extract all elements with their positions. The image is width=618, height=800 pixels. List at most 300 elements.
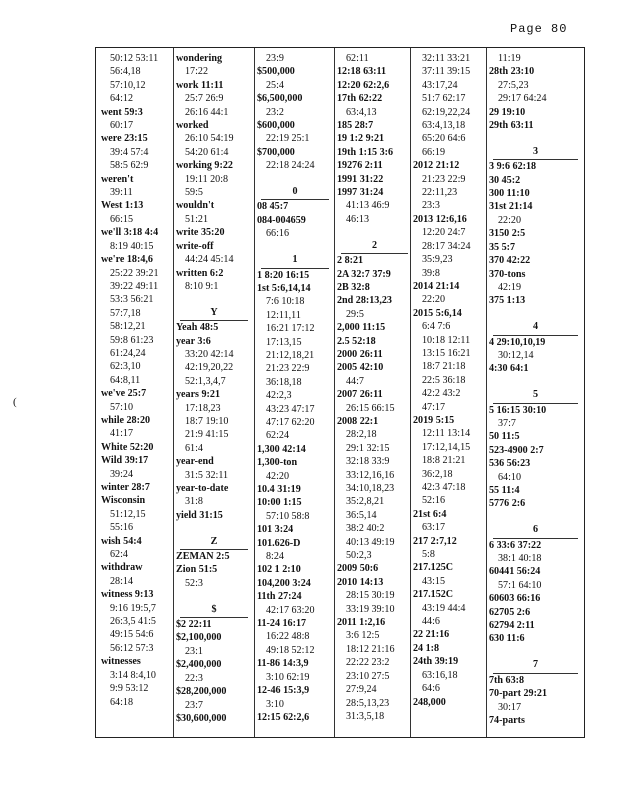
index-entry: year-to-date	[176, 483, 229, 494]
index-entry: 51:12,15	[110, 508, 146, 520]
index-entry: 41:13 46:9	[346, 200, 390, 212]
index-entry: 56:4,18	[110, 66, 141, 78]
index-entry: 42:17 63:20	[266, 604, 315, 616]
index-entry: worked	[176, 120, 209, 132]
index-entry: 26:10 54:19	[185, 133, 234, 145]
index-entry: 18:8 21:21	[422, 455, 466, 467]
index-entry: 12-46 15:3,9	[257, 685, 310, 697]
index-entry: 63:16,18	[422, 669, 458, 681]
index-entry: 7th 63:8	[489, 674, 525, 686]
index-entry: 62:4	[110, 549, 128, 561]
index-entry: Yeah 48:5	[176, 322, 219, 334]
index-entry: 11:19	[498, 53, 521, 64]
index-entry: 19 1:2 9:21	[337, 133, 385, 145]
index-entry: 42:19,20,22	[185, 362, 234, 374]
index-entry: 46:13	[346, 213, 369, 225]
index-entry: $30,600,000	[176, 712, 227, 724]
index-entry: 12:11 13:14	[422, 428, 471, 440]
index-entry: 28:17 34:24	[422, 240, 471, 252]
index-entry: 42:3 47:18	[422, 482, 466, 493]
index-entry: 29 19:10	[489, 106, 526, 118]
index-entry: year-end	[176, 456, 214, 468]
column-divider	[334, 48, 335, 737]
index-entry: 523-4900 2:7	[489, 444, 544, 456]
index-entry: 57:10,12	[110, 79, 146, 91]
index-entry: 26:3,5 41:5	[110, 616, 156, 628]
index-column-6	[489, 52, 582, 737]
index-entry: 51:21	[185, 213, 208, 225]
index-entry: 64:10	[498, 471, 521, 483]
index-entry: 28:14	[110, 575, 133, 587]
index-entry: 1991 31:22	[337, 173, 384, 185]
index-entry: 47:17	[422, 401, 445, 413]
index-entry: 35 5:7	[489, 241, 516, 253]
index-entry: 23:2	[266, 106, 284, 118]
index-entry: went 59:3	[101, 106, 143, 118]
index-entry: 370-tons	[489, 268, 526, 280]
index-entry: 12:20 24:7	[422, 227, 466, 239]
index-entry: yield 31:15	[176, 509, 223, 521]
index-entry: 22:20	[498, 214, 521, 226]
index-entry: 25:22 39:21	[110, 267, 159, 279]
index-entry: 2,000 11:15	[337, 322, 386, 334]
index-entry: write 35:20	[176, 227, 225, 239]
index-entry: $2 22:11	[176, 619, 212, 631]
index-entry: 22:20	[422, 294, 445, 306]
index-entry: 42:2 43:2	[422, 388, 461, 400]
index-entry: 30 45:2	[489, 174, 521, 186]
index-entry: 33:12,16,16	[346, 469, 395, 481]
index-entry: 4 29:10,10,19	[489, 336, 546, 348]
index-entry: 2A 32:7 37:9	[337, 268, 391, 280]
index-entry: 30:17	[498, 701, 521, 713]
index-entry: 217.152C	[413, 589, 454, 601]
index-entry: 101 3:24	[257, 524, 294, 536]
index-entry: 2 8:21	[337, 255, 364, 267]
index-entry: we've 25:7	[101, 388, 147, 400]
index-entry: 1,300-ton	[257, 457, 298, 469]
index-entry: 56:12 57:3	[110, 642, 154, 654]
index-entry: 1997 31:24	[337, 187, 384, 199]
index-column-1	[101, 52, 173, 737]
index-entry: 33:20 42:14	[185, 348, 234, 360]
index-entry: 64:8,11	[110, 374, 141, 386]
index-entry: 2014 21:14	[413, 280, 460, 292]
index-entry: 12:11,11	[266, 309, 301, 321]
index-entry: 21:9 41:15	[185, 429, 229, 441]
index-entry: 21:12,18,21	[266, 349, 315, 361]
index-entry: 21:23 22:9	[422, 173, 466, 185]
index-entry: we're 18:4,6	[101, 254, 153, 266]
index-section-letter: Y	[180, 307, 248, 321]
index-spacer	[176, 590, 252, 603]
index-entry: Wild 39:17	[101, 455, 149, 467]
index-entry: 57:10 58:8	[266, 510, 310, 522]
index-entry: 19:11 20:8	[185, 173, 229, 185]
index-entry: 66:15	[110, 213, 133, 225]
index-entry: 40:13 49:19	[346, 536, 395, 548]
index-entry: 64:12	[110, 93, 133, 105]
index-entry: 536 56:23	[489, 458, 531, 470]
index-entry: 6 33:6 37:22	[489, 539, 542, 551]
index-entry: 62:11	[346, 53, 369, 64]
index-entry: 70-part 29:21	[489, 688, 548, 700]
index-entry: 32:18 33:9	[346, 456, 390, 468]
index-entry: 16:21 17:12	[266, 323, 315, 335]
index-spacer	[489, 646, 582, 659]
index-entry: 10.4 31:19	[257, 484, 301, 495]
index-entry: 22 21:16	[413, 629, 450, 641]
index-entry: 5 16:15 30:10	[489, 404, 547, 416]
index-entry: 630 11:6	[489, 633, 525, 645]
index-entry: 19th 1:15 3:6	[337, 146, 394, 158]
index-column-2	[176, 52, 252, 737]
index-entry: 28:5,13,23	[346, 697, 390, 709]
index-entry: 52:16	[422, 495, 445, 507]
index-entry: year 3:6	[176, 335, 211, 347]
index-entry: 8:24	[266, 551, 284, 563]
index-entry: 44:6	[422, 616, 440, 628]
index-entry: 42:19	[498, 281, 521, 293]
index-entry: written 6:2	[176, 267, 224, 279]
index-entry: 1st 5:6,14,14	[257, 282, 311, 294]
index-entry: 11-86 14:3,9	[257, 658, 309, 670]
index-entry: 61:24,24	[110, 347, 146, 359]
index-entry: 185 28:7	[337, 120, 374, 132]
index-entry: 38:2 40:2	[346, 523, 385, 535]
word-index-frame	[95, 47, 585, 738]
index-entry: 65:20 64:6	[422, 133, 466, 145]
index-entry: 34:10,18,23	[346, 483, 395, 494]
index-entry: 18:12 21:16	[346, 643, 395, 655]
index-entry: 3:14 8:4,10	[110, 669, 156, 681]
index-entry: 22:11,23	[422, 187, 458, 199]
index-entry: 43:17,24	[422, 79, 458, 91]
index-entry: 64:18	[110, 696, 133, 708]
margin-mark: (	[13, 396, 17, 408]
index-entry: 2nd 28:13,23	[337, 295, 392, 307]
index-column-4	[337, 52, 412, 737]
index-entry: 63:4,13	[346, 106, 377, 118]
index-entry: while 28:20	[101, 414, 151, 426]
index-entry: 39:11	[110, 187, 133, 199]
column-divider	[173, 48, 174, 737]
index-entry: 33:19 39:10	[346, 603, 395, 615]
index-column-5	[413, 52, 485, 737]
index-entry: $2,400,000	[176, 659, 222, 671]
index-entry: 39:8	[422, 267, 440, 279]
index-entry: 37:11 39:15	[422, 66, 471, 78]
index-entry: 31:5 32:11	[185, 469, 229, 481]
index-entry: $2,100,000	[176, 632, 222, 644]
index-entry: 50:2,3	[346, 550, 372, 562]
index-entry: 31st 21:14	[489, 201, 533, 213]
index-entry: 61:4	[185, 442, 203, 454]
index-entry: 42:20	[266, 470, 289, 482]
index-entry: 28th 23:10	[489, 66, 535, 78]
index-entry: 60603 66:16	[489, 593, 541, 605]
index-entry: 27:5,23	[498, 79, 529, 91]
index-entry: 29th 63:11	[489, 120, 534, 132]
index-spacer	[489, 308, 582, 321]
index-entry: 51:7 62:17	[422, 93, 466, 105]
index-entry: 17th 62:22	[337, 93, 383, 105]
index-entry: years 9:21	[176, 389, 221, 401]
index-entry: 10:18 12:11	[422, 334, 471, 346]
index-entry: 50:12 53:11	[110, 53, 159, 64]
column-divider	[410, 48, 411, 737]
index-entry: 63:4,13,18	[422, 120, 466, 132]
index-entry: 30:12,14	[498, 349, 534, 361]
index-section-letter: 2	[341, 240, 408, 254]
index-entry: 28:2,18	[346, 429, 377, 441]
index-entry: 7:6 10:18	[266, 296, 305, 308]
index-entry: 2B 32:8	[337, 281, 370, 293]
index-section-letter: 5	[493, 389, 578, 403]
index-entry: weren't	[101, 173, 134, 185]
index-entry: 2008 22:1	[337, 415, 379, 427]
index-entry: 62:3,10	[110, 361, 141, 373]
index-entry: $6,500,000	[257, 93, 303, 105]
index-entry: 58:5 62:9	[110, 160, 149, 172]
index-entry: wouldn't	[176, 200, 215, 212]
index-entry: 60:17	[110, 120, 133, 132]
index-entry: 26:16 44:1	[185, 106, 229, 118]
index-entry: 2011 1:2,16	[337, 617, 386, 629]
index-entry: 55 11:4	[489, 485, 520, 496]
index-entry: 43:23 47:17	[266, 403, 315, 415]
index-entry: 9:16 19:5,7	[110, 602, 156, 614]
index-entry: 49:18 52:12	[266, 644, 315, 656]
index-entry: 31:8	[185, 496, 203, 508]
index-entry: 49:15 54:6	[110, 629, 154, 641]
index-entry: 5776 2:6	[489, 498, 526, 510]
index-section-letter: 7	[493, 659, 578, 673]
index-entry: 17:22	[185, 66, 208, 78]
index-entry: 39:24	[110, 468, 133, 480]
index-entry: White 52:20	[101, 441, 154, 453]
index-entry: 22:5 36:18	[422, 374, 466, 386]
index-entry: 6:4 7:6	[422, 321, 451, 333]
index-entry: 12:18 63:11	[337, 66, 387, 78]
index-entry: 66:16	[266, 228, 289, 240]
index-entry: Zion 51:5	[176, 564, 218, 576]
index-entry: 36:5,14	[346, 509, 377, 521]
index-entry: witnesses	[101, 656, 141, 668]
index-entry: 62:19,22,24	[422, 106, 471, 118]
index-entry: 23:1	[185, 645, 203, 657]
index-entry: 32:11 33:21	[422, 53, 471, 64]
index-entry: 8:10 9:1	[185, 280, 219, 292]
index-entry: 59:8 61:23	[110, 334, 154, 346]
column-divider	[486, 48, 487, 737]
index-entry: withdraw	[101, 562, 143, 574]
index-entry: work 11:11	[176, 79, 224, 91]
index-entry: 44:24 45:14	[185, 254, 234, 266]
index-entry: 59:5	[185, 187, 203, 199]
index-entry: 23:3	[422, 200, 440, 212]
index-entry: Wisconsin	[101, 495, 146, 507]
index-entry: 084-004659	[257, 214, 306, 226]
index-entry: 2009 50:6	[337, 563, 379, 575]
index-entry: 60441 56:24	[489, 566, 541, 578]
index-entry: 2.5 52:18	[337, 335, 376, 347]
index-section-letter: Z	[180, 536, 248, 550]
index-entry: $28,200,000	[176, 686, 227, 698]
index-entry: 4:30 64:1	[489, 363, 529, 375]
index-entry: 217 2:7,12	[413, 535, 457, 547]
index-entry: 08 45:7	[257, 201, 289, 213]
index-entry: 36:18,18	[266, 376, 302, 388]
index-entry: 23:7	[185, 699, 203, 711]
index-entry: 43:19 44:4	[422, 602, 466, 614]
index-entry: 31:3,5,18	[346, 710, 385, 722]
index-entry: 11th 27:24	[257, 591, 302, 603]
index-entry: 3 9:6 62:18	[489, 161, 537, 173]
index-entry: witness 9:13	[101, 589, 154, 601]
index-entry: 38:1 40:18	[498, 553, 542, 565]
index-entry: 39:4 57:4	[110, 146, 149, 158]
index-entry: 2015 5:6,14	[413, 307, 462, 319]
index-entry: 64:6	[422, 683, 440, 695]
index-entry: 50 11:5	[489, 431, 520, 443]
index-entry: wondering	[176, 53, 222, 64]
index-entry: working 9:22	[176, 160, 233, 172]
index-entry: 2007 26:11	[337, 389, 383, 401]
index-section-letter: 4	[493, 321, 578, 335]
index-entry: winter 28:7	[101, 482, 150, 493]
index-entry: 74-parts	[489, 714, 525, 726]
index-entry: 28:15 30:19	[346, 590, 395, 602]
index-entry: 23:9	[266, 53, 284, 64]
index-spacer	[337, 226, 412, 239]
index-entry: 12:15 62:2,6	[257, 711, 310, 723]
index-entry: 62:24	[266, 430, 289, 442]
index-entry: 52:1,3,4,7	[185, 375, 226, 387]
index-entry: 29:5	[346, 308, 364, 320]
index-entry: were 23:15	[101, 133, 148, 145]
index-entry: 2019 5:15	[413, 414, 455, 426]
index-entry: 35:2,8,21	[346, 496, 385, 508]
index-entry: West 1:13	[101, 200, 144, 212]
index-section-letter: 3	[493, 146, 578, 160]
index-spacer	[257, 173, 333, 186]
index-entry: 62794 2:11	[489, 620, 535, 632]
index-entry: 22:3	[185, 672, 203, 684]
index-entry: 8:19 40:15	[110, 240, 154, 252]
index-entry: 57:7,18	[110, 307, 141, 319]
index-entry: 25:4	[266, 79, 284, 91]
index-spacer	[489, 132, 582, 145]
index-entry: 3:10 62:19	[266, 671, 310, 683]
column-divider	[254, 48, 255, 737]
index-entry: 3150 2:5	[489, 228, 526, 240]
index-entry: 36:2,18	[422, 468, 453, 480]
index-entry: 370 42:22	[489, 255, 531, 267]
index-entry: 57:10	[110, 401, 133, 413]
index-entry: 16:22 48:8	[266, 631, 310, 643]
index-entry: 2000 26:11	[337, 348, 383, 360]
index-entry: 29:1 32:15	[346, 442, 390, 454]
index-entry: 22:19 25:1	[266, 133, 310, 145]
index-entry: 217.125C	[413, 562, 454, 574]
index-entry: 62705 2:6	[489, 606, 531, 618]
index-entry: 102 1 2:10	[257, 564, 301, 576]
index-section-letter: 0	[261, 186, 329, 200]
index-entry: 58:12,21	[110, 321, 146, 333]
index-entry: 17:13,15	[266, 336, 302, 348]
index-entry: we'll 3:18 4:4	[101, 227, 159, 239]
index-column-3	[257, 52, 333, 737]
index-entry: 2005 42:10	[337, 362, 384, 374]
index-entry: $700,000	[257, 146, 295, 158]
index-entry: 9:9 53:12	[110, 683, 149, 695]
index-entry: 54:20 61:4	[185, 146, 229, 158]
index-entry: wish 54:4	[101, 535, 142, 547]
index-entry: 55:16	[110, 522, 133, 534]
index-entry: $600,000	[257, 120, 295, 132]
index-spacer	[489, 511, 582, 524]
index-entry: 43:15	[422, 575, 445, 587]
index-entry: 22:18 24:24	[266, 160, 315, 172]
index-entry: 19276 2:11	[337, 160, 383, 172]
index-entry: 24 1:8	[413, 642, 440, 654]
index-entry: 22:22 23:2	[346, 657, 390, 669]
index-spacer	[176, 293, 252, 306]
index-entry: 1 8:20 16:15	[257, 269, 310, 281]
index-entry: 27:9,24	[346, 684, 377, 696]
index-entry: 29:17 64:24	[498, 93, 547, 105]
index-entry: 21:23 22:9	[266, 363, 310, 375]
index-spacer	[257, 241, 333, 254]
index-entry: ZEMAN 2:5	[176, 551, 230, 563]
index-entry: 12:20 62:2,6	[337, 79, 390, 91]
index-entry: 63:17	[422, 522, 445, 534]
index-entry: 47:17 62:20	[266, 416, 315, 428]
index-entry: 17:12,14,15	[422, 441, 471, 453]
index-entry: 26:15 66:15	[346, 402, 395, 414]
index-entry: 52:3	[185, 577, 203, 589]
index-entry: 35:9,23	[422, 254, 453, 266]
index-entry: 41:17	[110, 428, 133, 440]
index-entry: 42:2,3	[266, 390, 292, 402]
index-entry: 300 11:10	[489, 188, 530, 200]
index-entry: 2010 14:13	[337, 576, 384, 588]
index-entry: 25:7 26:9	[185, 93, 224, 105]
index-entry: 101.626-D	[257, 537, 301, 549]
index-entry: 18:7 21:18	[422, 361, 466, 373]
index-entry: 39:22 49:11	[110, 280, 159, 292]
index-entry: 10:00 1:15	[257, 497, 302, 509]
index-entry: 3:6 12:5	[346, 630, 380, 642]
index-entry: 1,300 42:14	[257, 443, 306, 455]
index-entry: 21st 6:4	[413, 508, 447, 520]
index-spacer	[489, 376, 582, 389]
index-entry: 18:7 19:10	[185, 415, 229, 427]
index-entry: 13:15 16:21	[422, 347, 471, 359]
index-entry: 3:10	[266, 698, 284, 710]
index-entry: 5:8	[422, 549, 435, 561]
index-section-letter: 6	[493, 524, 578, 538]
index-entry: 248,000	[413, 696, 446, 708]
index-entry: 23:10 27:5	[346, 670, 390, 682]
index-entry: 2013 12:6,16	[413, 213, 467, 225]
page-number: Page 80	[510, 22, 568, 36]
index-entry: 104,200 3:24	[257, 577, 311, 589]
index-entry: 66:19	[422, 146, 445, 158]
index-entry: 24th 39:19	[413, 656, 459, 668]
index-section-letter: 1	[261, 254, 329, 268]
